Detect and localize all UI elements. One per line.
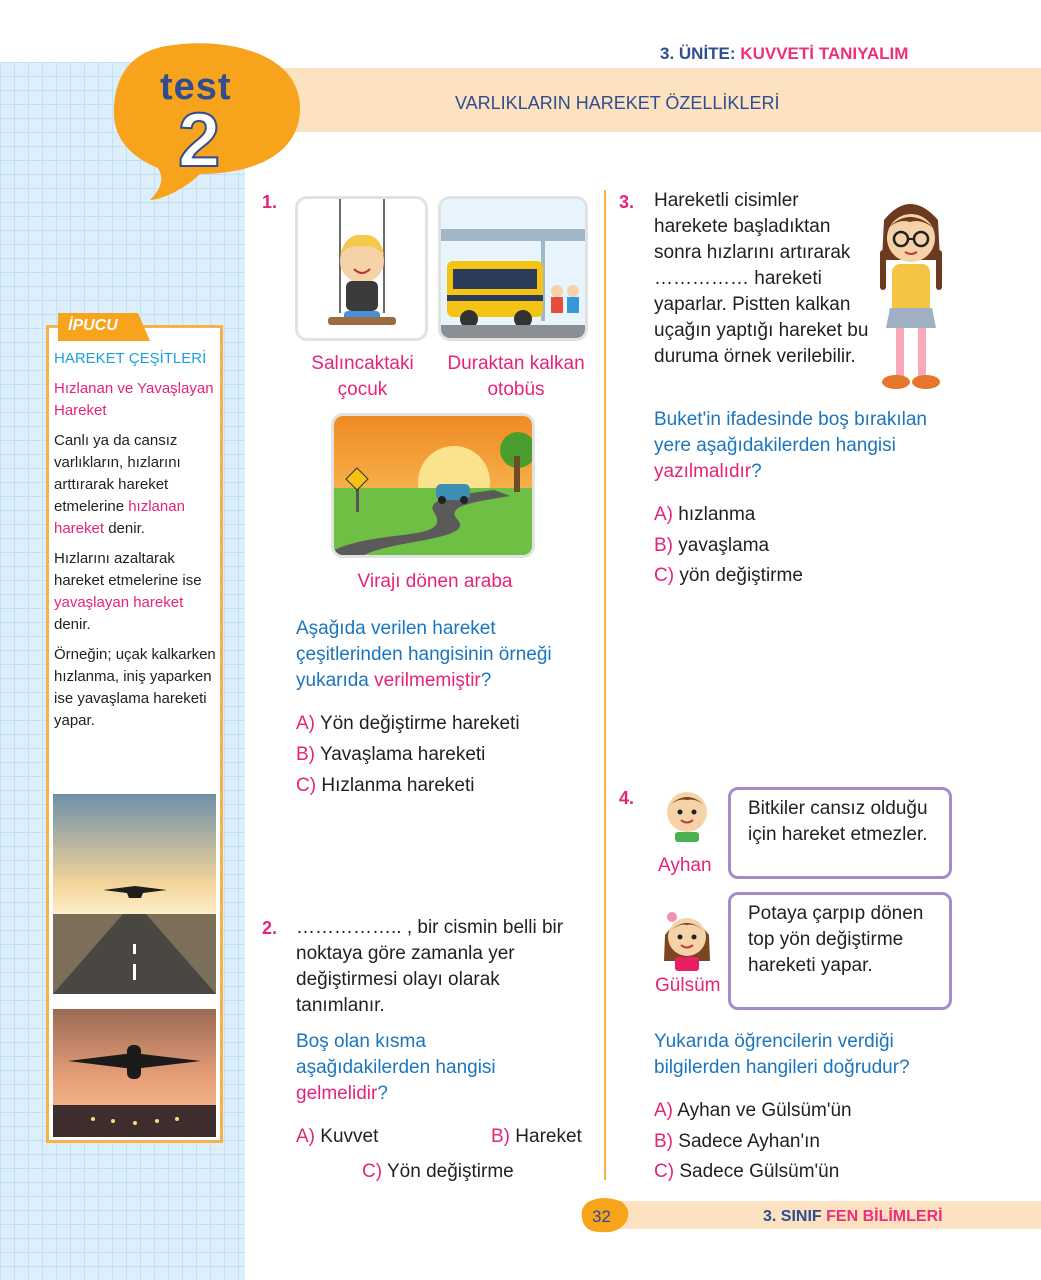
gulsum-avatar [660, 905, 714, 971]
ayhan-label: Ayhan [658, 855, 712, 876]
swing-image [295, 196, 428, 341]
question-2-number: 2. [262, 918, 278, 938]
question-3-number: 3. [619, 192, 635, 212]
question-4-option-b[interactable]: B) Sadece Ayhan'ın [654, 1131, 820, 1152]
gulsum-speech-bubble: Potaya çarpıp dönen top yön değiştirme hareketi yapar. [728, 892, 952, 1010]
question-4-option-c[interactable]: C) Sadece Gülsüm'ün [654, 1161, 840, 1182]
plane-landing-image [53, 1009, 216, 1137]
question-4-prompt: Yukarıda öğrencilerin verdiği bilgilerden hangileri doğrudur? [654, 1031, 910, 1078]
question-2-option-c[interactable]: C) Yön değiştirme [362, 1161, 514, 1182]
question-1-option-a[interactable]: A) Yön değiştirme hareketi [296, 713, 520, 734]
question-3-text: Hareketli cisimler harekete başladıktan sonra hızlarını artırarak …………… hareketi yaparlar. Pistten kalkan uçağın yaptığı hareket bu duruma örnek verilebilir. [654, 190, 869, 367]
question-3-prompt: Buket'in ifadesinde boş bırakılan yere aşağıdakilerden hangisi yazılmalıdır? [654, 409, 927, 482]
car-road-image [331, 413, 535, 558]
caption-swing: Salıncaktaki çocuk [311, 353, 414, 400]
question-4-number: 4. [619, 788, 635, 808]
caption-car: Virajı dönen araba [357, 571, 513, 592]
question-1-prompt: Aşağıda verilen hareket çeşitlerinden hangisinin örneği yukarıda verilmemiştir? [296, 618, 552, 691]
plane-takeoff-image [53, 794, 216, 994]
girl-buket-illustration [870, 190, 952, 402]
tip-content [54, 348, 219, 740]
tip-paragraph-3: Örneğin; uçak kalkarken hızlanma, iniş yaparken ise yavaşlama hareketi yapar. [54, 646, 216, 729]
ayhan-avatar [660, 786, 714, 842]
tip-tab-label: İPUCU [68, 317, 118, 334]
tip-paragraph-2: Hızlarını azaltarak hareket etmelerine ise yavaşlayan hareket denir. [54, 550, 202, 633]
question-2-option-a[interactable]: A) Kuvvet [296, 1126, 379, 1147]
question-2-prompt: Boş olan kısma aşağıdakilerden hangisi gelmelidir? [296, 1031, 496, 1104]
test-number: 2 [178, 98, 221, 183]
question-1-number: 1. [262, 192, 278, 212]
question-2-option-b[interactable]: B) Hareket [491, 1126, 582, 1147]
question-3-option-a[interactable]: A) hızlanma [654, 504, 756, 525]
gulsum-label: Gülsüm [655, 975, 721, 996]
question-1-option-c[interactable]: C) Hızlanma hareketi [296, 775, 475, 796]
question-2-text: …………….. , bir cismin belli bir noktaya göre zamanla yer değiştirmesi olayı olarak tanımlanır. [296, 917, 564, 1016]
question-1-option-b[interactable]: B) Yavaşlama hareketi [296, 744, 486, 765]
tip-subheading: Hızlanan ve Yavaşlayan Hareket [54, 380, 214, 419]
caption-bus: Duraktan kalkan otobüs [447, 353, 585, 400]
question-3-option-c[interactable]: C) yön değiştirme [654, 565, 803, 586]
page-number: 32 [592, 1207, 611, 1226]
bus-image [438, 196, 588, 341]
tip-paragraph-1: Canlı ya da cansız varlıkların, hızlarını arttırarak hareket etmelerine hızlanan hareket denir. [54, 432, 185, 537]
footer-subject: 3. SINIF FEN BİLİMLERİ [763, 1208, 943, 1225]
column-divider [604, 190, 606, 1180]
question-4-option-a[interactable]: A) Ayhan ve Gülsüm'ün [654, 1100, 852, 1121]
unit-title: 3. ÜNİTE: KUVVETİ TANIYALIM [660, 44, 909, 63]
test-word: test [160, 66, 232, 108]
question-3-option-b[interactable]: B) yavaşlama [654, 535, 770, 556]
tip-heading: HAREKET ÇEŞİTLERİ [54, 350, 207, 367]
ayhan-speech-bubble: Bitkiler cansız olduğu için hareket etmezler. [728, 787, 952, 879]
section-title: VARLIKLARIN HAREKET ÖZELLİKLERİ [455, 93, 780, 113]
